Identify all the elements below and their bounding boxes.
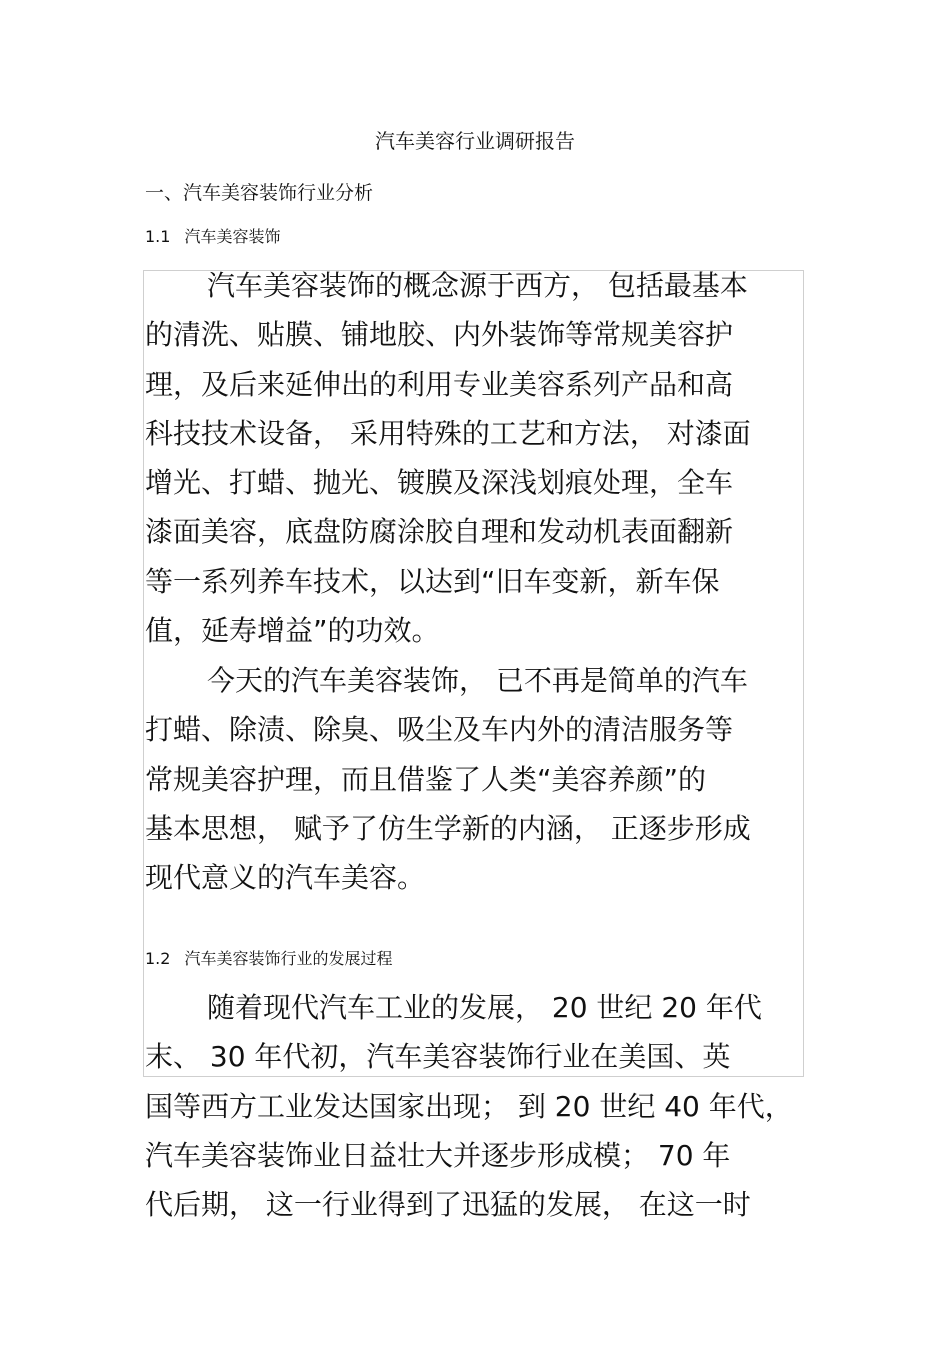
subsection-number: 1.2: [145, 949, 171, 968]
paragraph-line: 代后期， 这一行业得到了迅猛的发展， 在这一时: [145, 1188, 751, 1222]
paragraph-concept: [145, 261, 810, 655]
paragraph-line: 随着现代汽车工业的发展， 20 世纪 20 年代: [207, 991, 762, 1024]
paragraph-line: 的清洗、贴膜、铺地胶、内外装饰等常规美容护: [145, 318, 734, 352]
paragraph-line: 汽车美容装饰的概念源于西方， 包括最基本: [207, 269, 748, 302]
paragraph-line: 今天的汽车美容装饰， 已不再是简单的汽车: [207, 664, 748, 697]
subsection-heading-1-2: [145, 949, 392, 969]
paragraph-line: 打蜡、除渍、除臭、吸尘及车内外的清洁服务等: [145, 713, 734, 747]
paragraph-line: 现代意义的汽车美容。: [145, 861, 426, 895]
paragraph-line: 汽车美容装饰业日益壮大并逐步形成模； 70 年: [145, 1138, 731, 1172]
paragraph-line: 基本思想， 赋予了仿生学新的内涵， 正逐步形成: [145, 811, 751, 845]
paragraph-line: 漆面美容，底盘防腐涂胶自理和发动机表面翻新: [145, 515, 734, 549]
paragraph-line: 末、 30 年代初，汽车美容装饰行业在美国、英: [145, 1040, 731, 1074]
paragraph-line: 理，及后来延伸出的利用专业美容系列产品和高: [145, 367, 734, 401]
subsection-heading-1-1: [145, 227, 280, 247]
paragraph-line: 常规美容护理，而且借鉴了人类“美容养颜”的: [145, 762, 707, 796]
subsection-number: 1.1: [145, 227, 171, 246]
paragraph-today: [145, 656, 810, 902]
paragraph-line: 等一系列养车技术，以达到“旧车变新，新车保: [145, 564, 720, 598]
paragraph-line: 增光、打蜡、抛光、镀膜及深浅划痕处理，全车: [145, 466, 734, 500]
paragraph-line: 值，延寿增益”的功效。: [145, 614, 440, 648]
section-heading: 一、汽车美容装饰行业分析: [145, 182, 374, 204]
paragraph-line: 国等西方工业发达国家出现； 到 20 世纪 40 年代，: [145, 1089, 793, 1123]
paragraph-line: 科技技术设备， 采用特殊的工艺和方法， 对漆面: [145, 416, 751, 450]
subsection-title: 汽车美容装饰行业的发展过程: [184, 949, 393, 968]
subsection-title: 汽车美容装饰: [184, 227, 281, 246]
paragraph-history: [145, 983, 810, 1229]
document-title: 汽车美容行业调研报告: [375, 129, 575, 153]
